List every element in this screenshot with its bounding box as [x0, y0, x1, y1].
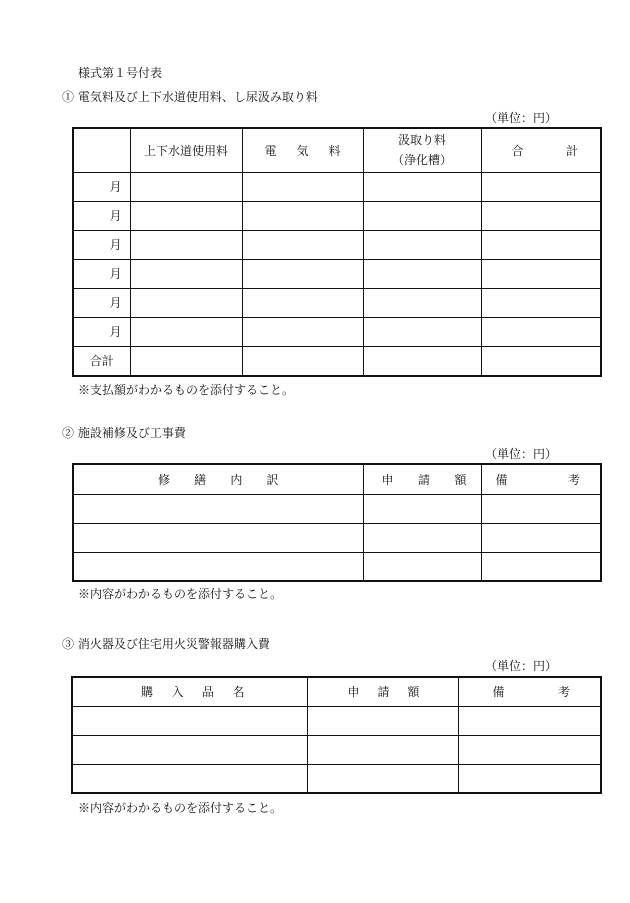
section2-title: ② 施設補修及び工事費: [62, 426, 186, 440]
amount-cell[interactable]: [363, 494, 481, 523]
item-cell[interactable]: [72, 764, 307, 793]
header-total-char: 合: [511, 143, 524, 158]
total-cell[interactable]: [481, 201, 601, 230]
elec-cell[interactable]: [242, 230, 363, 259]
header-remarks-char: 備: [495, 472, 508, 487]
header-remarks-char: 考: [557, 685, 570, 700]
header-electricity: [242, 128, 363, 172]
header-amount-char: 額: [454, 472, 467, 487]
item-cell[interactable]: [72, 706, 307, 735]
header-details-char: 繕: [194, 472, 207, 487]
header-elec-char: 電: [264, 143, 277, 158]
header-request-amount: [307, 677, 458, 706]
section1-note: ※支払額がわかるものを添付すること。: [78, 383, 295, 397]
month-row-label: 月: [73, 259, 130, 288]
header-repair-details: [73, 464, 363, 494]
details-cell[interactable]: [73, 523, 363, 552]
header-total-char: 計: [565, 143, 578, 158]
sewage-total-cell[interactable]: [363, 346, 481, 376]
header-items-char: 品: [201, 685, 214, 700]
header-items-char: 入: [171, 685, 184, 700]
header-amount-char: 請: [377, 685, 390, 700]
fire-equipment-table: [71, 676, 602, 794]
water-cell[interactable]: [130, 201, 242, 230]
section1-unit: （単位：円）: [485, 111, 558, 125]
header-elec-char: 料: [328, 143, 341, 158]
section3-note: ※内容がわかるものを添付すること。: [78, 801, 283, 815]
header-sewage: [363, 128, 481, 172]
amount-cell[interactable]: [363, 552, 481, 581]
total-cell[interactable]: [481, 317, 601, 346]
remarks-cell[interactable]: [481, 552, 601, 581]
header-total: [481, 128, 601, 172]
remarks-cell[interactable]: [481, 494, 601, 523]
remarks-cell[interactable]: [481, 523, 601, 552]
water-cell[interactable]: [130, 172, 242, 201]
month-row-label: 月: [73, 230, 130, 259]
header-amount-char: 請: [417, 472, 430, 487]
header-water: 上下水道使用料: [130, 128, 242, 172]
section3-title: ③ 消火器及び住宅用火災警報器購入費: [62, 637, 270, 651]
elec-total-cell[interactable]: [242, 346, 363, 376]
header-amount-char: 申: [347, 685, 360, 700]
sewage-cell[interactable]: [363, 259, 481, 288]
elec-cell[interactable]: [242, 317, 363, 346]
corner-cell: [73, 128, 130, 172]
repair-cost-table: [72, 463, 602, 582]
remarks-cell[interactable]: [458, 764, 601, 793]
water-cell[interactable]: [130, 259, 242, 288]
header-items-char: 購: [141, 685, 154, 700]
header-sewage-line1: 汲取り料: [397, 133, 446, 148]
sewage-cell[interactable]: [363, 201, 481, 230]
water-total-cell[interactable]: [130, 346, 242, 376]
header-sewage-line2: （浄化槽）: [391, 153, 452, 168]
header-remarks: [458, 677, 601, 706]
section2-note: ※内容がわかるものを添付すること。: [78, 587, 283, 601]
header-amount-char: 額: [407, 685, 420, 700]
header-details-char: 内: [230, 472, 243, 487]
header-request-amount: [363, 464, 481, 494]
sewage-cell[interactable]: [363, 172, 481, 201]
elec-cell[interactable]: [242, 172, 363, 201]
header-amount-char: 申: [381, 472, 394, 487]
remarks-cell[interactable]: [458, 706, 601, 735]
sewage-cell[interactable]: [363, 288, 481, 317]
header-elec-char: 気: [296, 143, 309, 158]
header-remarks: [481, 464, 601, 494]
amount-cell[interactable]: [307, 706, 458, 735]
amount-cell[interactable]: [307, 764, 458, 793]
elec-cell[interactable]: [242, 259, 363, 288]
header-remarks-char: 考: [567, 472, 580, 487]
water-cell[interactable]: [130, 288, 242, 317]
total-cell[interactable]: [481, 288, 601, 317]
water-cell[interactable]: [130, 317, 242, 346]
month-row-label: 月: [73, 201, 130, 230]
total-cell[interactable]: [481, 172, 601, 201]
month-row-label: 月: [73, 288, 130, 317]
amount-cell[interactable]: [307, 735, 458, 764]
water-cell[interactable]: [130, 230, 242, 259]
amount-cell[interactable]: [363, 523, 481, 552]
elec-cell[interactable]: [242, 288, 363, 317]
header-remarks-char: 備: [492, 685, 505, 700]
header-details-char: 修: [158, 472, 171, 487]
details-cell[interactable]: [73, 494, 363, 523]
header-items-char: 名: [232, 685, 245, 700]
section1-title: ① 電気料及び上下水道使用料、し尿汲み取り料: [62, 90, 318, 104]
details-cell[interactable]: [73, 552, 363, 581]
remarks-cell[interactable]: [458, 735, 601, 764]
header-purchase-items: [72, 677, 307, 706]
grand-total-cell[interactable]: [481, 346, 601, 376]
month-row-label: 月: [73, 172, 130, 201]
utility-fee-table: [72, 127, 602, 377]
section2-unit: （単位：円）: [485, 447, 558, 461]
form-number: 様式第１号付表: [78, 66, 163, 80]
item-cell[interactable]: [72, 735, 307, 764]
sewage-cell[interactable]: [363, 230, 481, 259]
total-cell[interactable]: [481, 230, 601, 259]
total-cell[interactable]: [481, 259, 601, 288]
elec-cell[interactable]: [242, 201, 363, 230]
section3-unit: （単位：円）: [485, 659, 558, 673]
total-row-label: 合計: [73, 346, 130, 376]
sewage-cell[interactable]: [363, 317, 481, 346]
month-row-label: 月: [73, 317, 130, 346]
header-details-char: 訳: [266, 472, 279, 487]
